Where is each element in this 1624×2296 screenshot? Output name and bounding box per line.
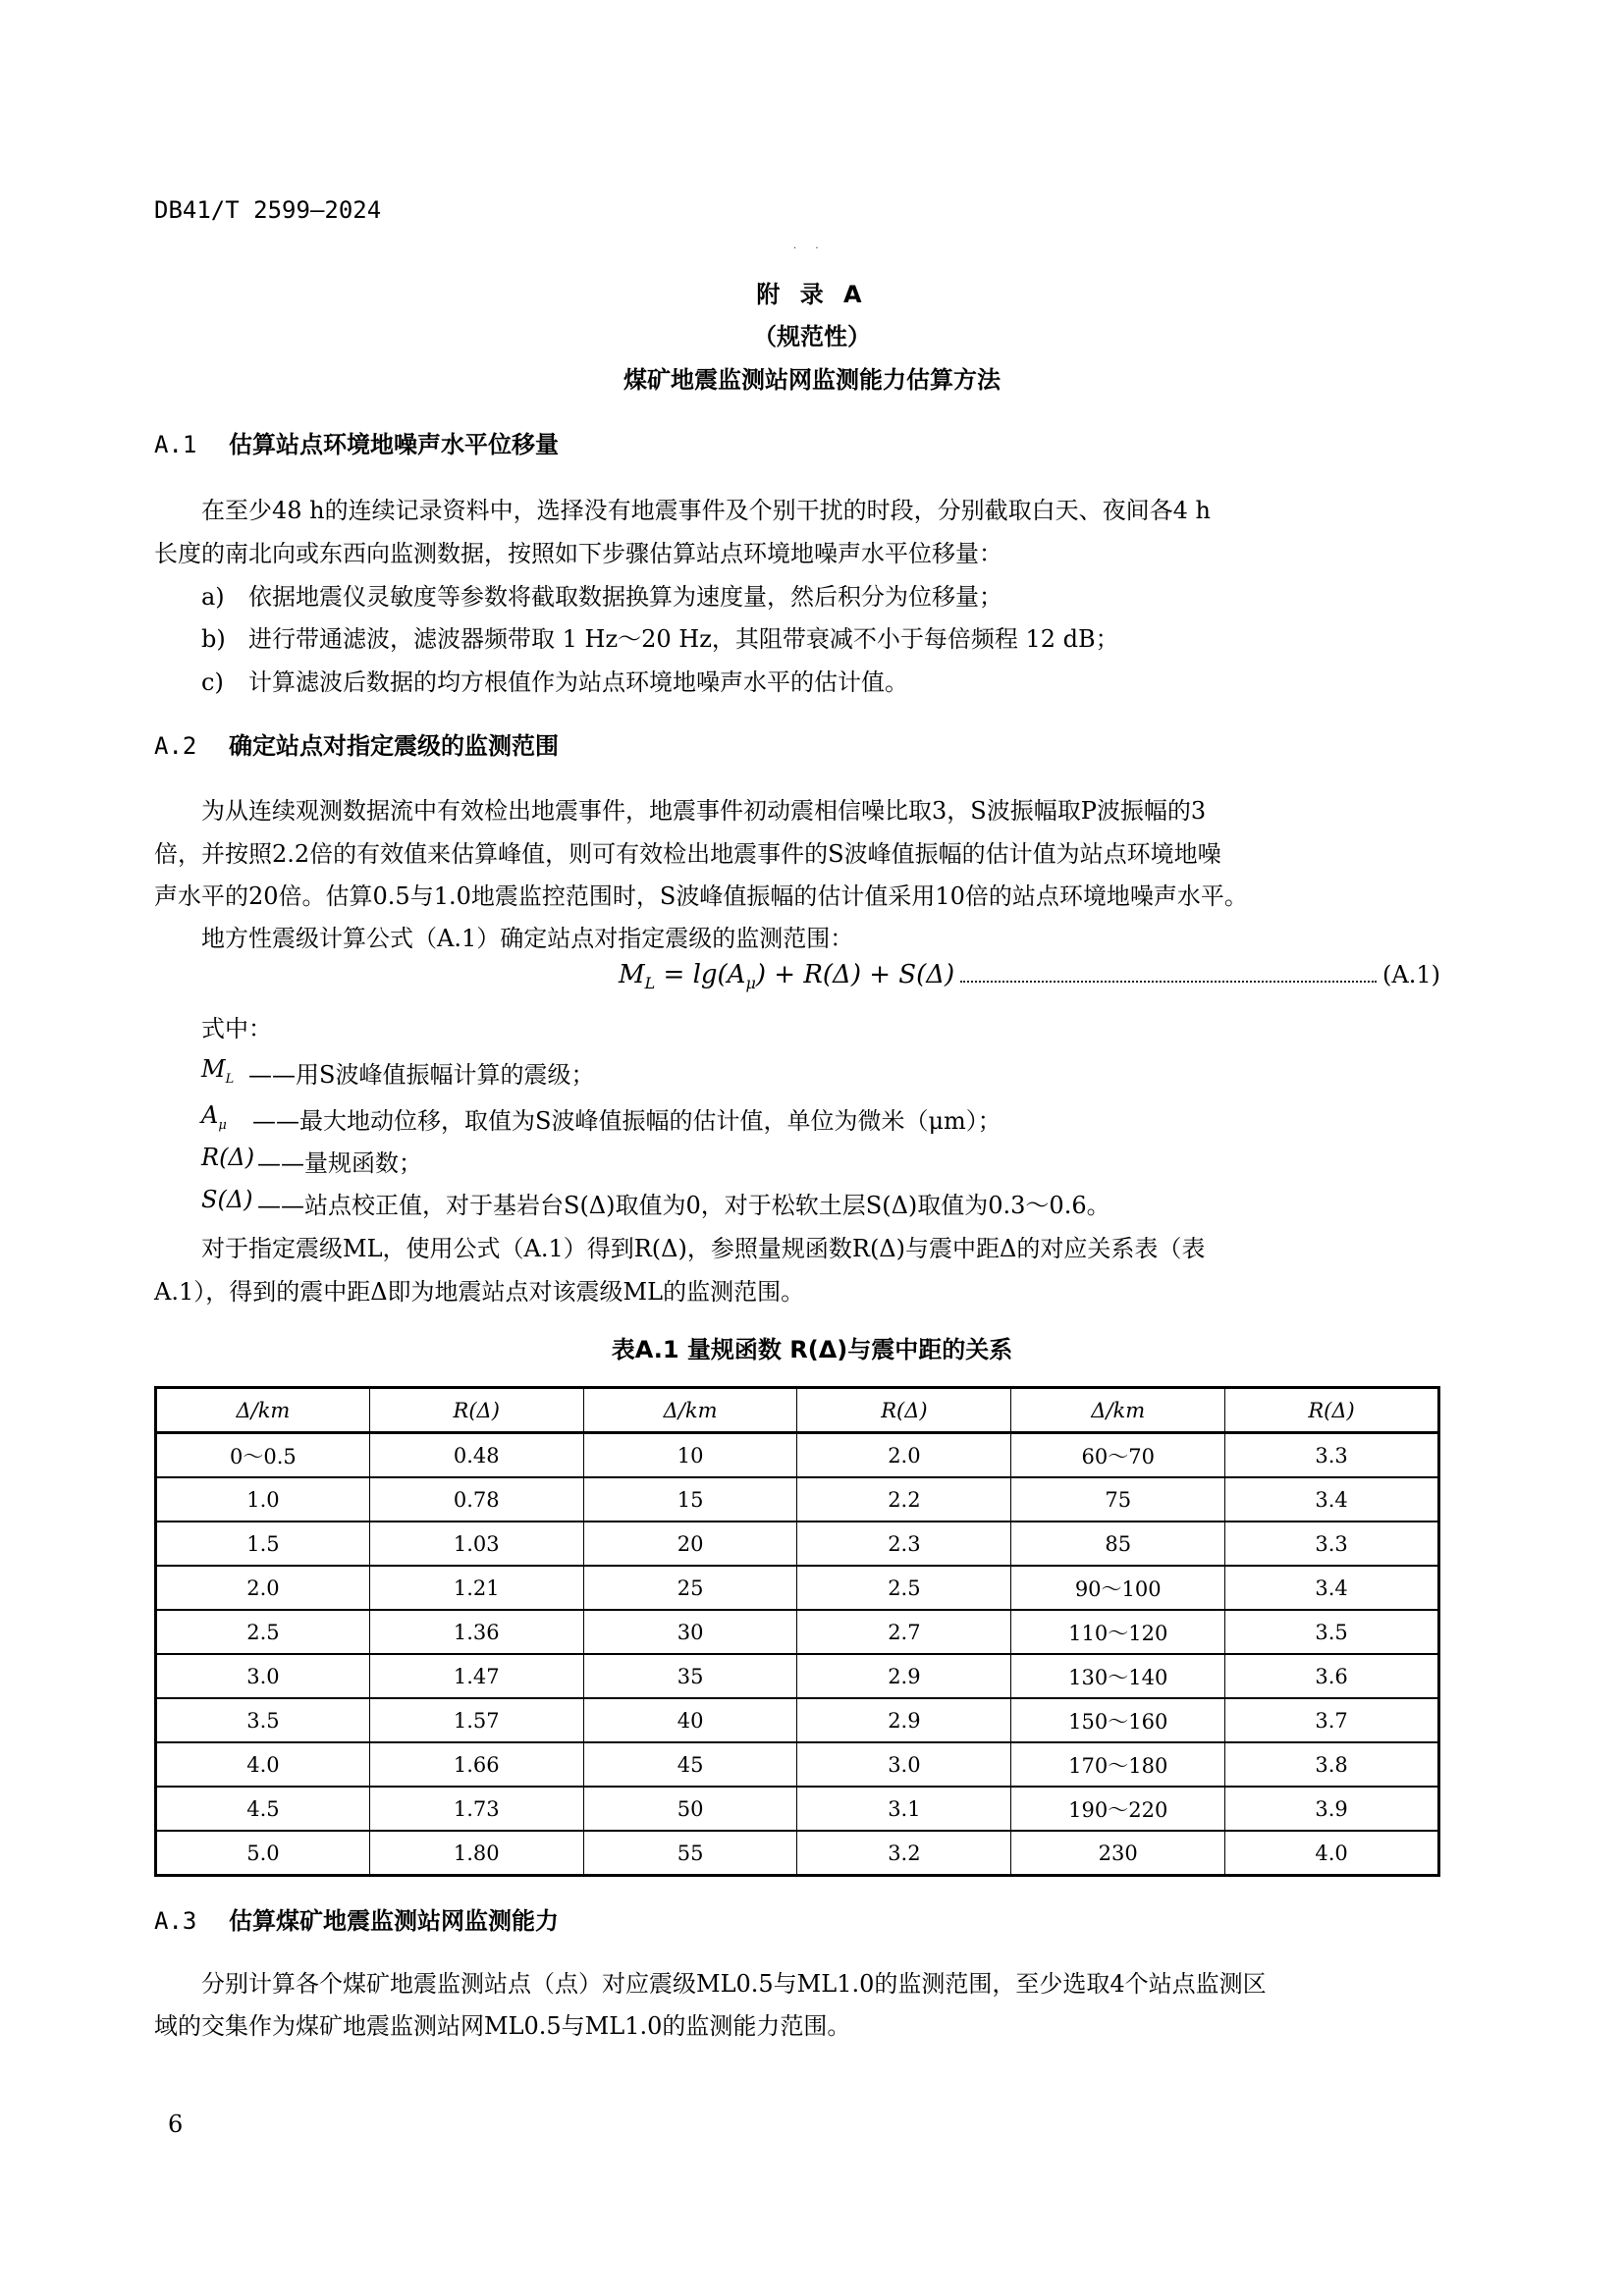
list-text: 进行带通滤波，滤波器频带取 1 Hz～20 Hz，其阻带衰减不小于每倍频程 12 dB； [248, 625, 1119, 653]
header-cell: Δ/km [156, 1388, 370, 1433]
table-cell: 45 [583, 1742, 797, 1787]
table-cell: 3.5 [1225, 1610, 1439, 1654]
list-marker: a) [201, 583, 225, 611]
table-body [156, 1433, 1439, 1876]
table-cell: 1.80 [369, 1831, 583, 1876]
table-cell: 3.6 [1225, 1654, 1439, 1698]
table-cell: 4.0 [156, 1742, 370, 1787]
list-item [201, 577, 1002, 612]
paragraph-line: 对于指定震级ML，使用公式（A.1）得到R(Δ)，参照量规函数R(Δ)与震中距Δ的对应关系表（表 [201, 1235, 1206, 1262]
table-cell: 1.36 [369, 1610, 583, 1654]
paragraph-line: A.1），得到的震中距Δ即为地震站点对该震级ML的监测范围。 [154, 1278, 805, 1306]
table-cell: 1.47 [369, 1654, 583, 1698]
table-row [156, 1787, 1439, 1831]
table-cell: 170～180 [1011, 1742, 1225, 1787]
section-title: 估算煤矿地震监测站网监测能力 [229, 1907, 559, 1935]
formula-intro: 地方性震级计算公式（A.1）确定站点对指定震级的监测范围： [201, 925, 854, 952]
decorative-dots: · · [793, 243, 827, 254]
table-cell: 0.78 [369, 1477, 583, 1522]
appendix-type: （规范性） [753, 323, 871, 350]
table-row [156, 1566, 1439, 1610]
table-cell: 2.9 [797, 1698, 1011, 1742]
symbol-amu: $A_\mu$ [201, 1101, 227, 1133]
table-cell: 3.0 [797, 1742, 1011, 1787]
table-cell: 0.48 [369, 1433, 583, 1478]
list-marker: b) [201, 625, 226, 653]
formula-a1 [619, 960, 1440, 992]
table-cell: 3.1 [797, 1787, 1011, 1831]
table-cell: 230 [1011, 1831, 1225, 1876]
table-cell: 3.2 [797, 1831, 1011, 1876]
section-number: A.1 [154, 431, 197, 458]
table-row [156, 1831, 1439, 1876]
table-cell: 2.0 [797, 1433, 1011, 1478]
paragraph-line: 分别计算各个煤矿地震监测站点（点）对应震级ML0.5与ML1.0的监测范围，至少选取4个站点监测区 [201, 1970, 1267, 1998]
document-code: DB41/T 2599—2024 [154, 196, 382, 224]
header-cell: R(Δ) [797, 1388, 1011, 1433]
table-cell: 3.4 [1225, 1566, 1439, 1610]
paragraph-line: 域的交集作为煤矿地震监测站网ML0.5与ML1.0的监测能力范围。 [154, 2012, 851, 2040]
table-cell: 2.7 [797, 1610, 1011, 1654]
table-cell: 1.66 [369, 1742, 583, 1787]
header-cell: R(Δ) [1225, 1388, 1439, 1433]
section-number: A.3 [154, 1907, 197, 1935]
paragraph-line: 长度的南北向或东西向监测数据，按照如下步骤估算站点环境地噪声水平位移量： [154, 540, 1002, 567]
page-number: 6 [168, 2110, 184, 2138]
header-cell: R(Δ) [369, 1388, 583, 1433]
table-cell: 85 [1011, 1522, 1225, 1566]
list-item [201, 663, 908, 697]
table-row [156, 1433, 1439, 1478]
section-heading-a1 [154, 425, 559, 459]
table-cell: 3.9 [1225, 1787, 1439, 1831]
table-cell: 1.0 [156, 1477, 370, 1522]
table-cell: 10 [583, 1433, 797, 1478]
symbol-desc: ——站点校正值，对于基岩台S(Δ)取值为0，对于松软土层S(Δ)取值为0.3～0.6。 [257, 1192, 1110, 1219]
table-cell: 2.5 [797, 1566, 1011, 1610]
table-row [156, 1698, 1439, 1742]
formula-expression: $M_L = \lg(A_\mu) + R(\Delta) + S(\Delta)$ [619, 960, 955, 993]
symbol-desc: ——用S波峰值振幅计算的震级； [248, 1061, 595, 1089]
table-cell: 90～100 [1011, 1566, 1225, 1610]
table-cell: 2.0 [156, 1566, 370, 1610]
table-row [156, 1654, 1439, 1698]
table-cell: 50 [583, 1787, 797, 1831]
table-row [156, 1522, 1439, 1566]
table-cell: 5.0 [156, 1831, 370, 1876]
table-cell: 60～70 [1011, 1433, 1225, 1478]
table-cell: 2.9 [797, 1654, 1011, 1698]
table-cell: 3.3 [1225, 1522, 1439, 1566]
table-cell: 150～160 [1011, 1698, 1225, 1742]
table-cell: 35 [583, 1654, 797, 1698]
appendix-name: 煤矿地震监测站网监测能力估算方法 [623, 366, 1001, 394]
dot-leader [960, 981, 1377, 983]
table-cell: 110～120 [1011, 1610, 1225, 1654]
table-cell: 1.21 [369, 1566, 583, 1610]
table-cell: 0～0.5 [156, 1433, 370, 1478]
table-row [156, 1742, 1439, 1787]
table-row [156, 1610, 1439, 1654]
list-marker: c) [201, 668, 224, 696]
table-cell: 1.5 [156, 1522, 370, 1566]
table-cell: 190～220 [1011, 1787, 1225, 1831]
symbol-desc: ——最大地动位移，取值为S波峰值振幅的估计值，单位为微米（μm）； [252, 1107, 1001, 1135]
table-caption: 表A.1 量规函数 R(Δ)与震中距的关系 [611, 1336, 1013, 1363]
table-cell: 4.0 [1225, 1831, 1439, 1876]
section-heading-a3 [154, 1901, 559, 1936]
symbol-desc: ——量规函数； [257, 1149, 422, 1177]
table-cell: 1.03 [369, 1522, 583, 1566]
paragraph-line: 为从连续观测数据流中有效检出地震事件，地震事件初动震相信噪比取3，S波振幅取P波振幅的3 [201, 797, 1207, 825]
table-cell: 15 [583, 1477, 797, 1522]
table-cell: 3.7 [1225, 1698, 1439, 1742]
paragraph-line: 在至少48 h的连续记录资料中，选择没有地震事件及个别干扰的时段，分别截取白天、夜间各4 h [201, 497, 1211, 524]
paragraph-line: 声水平的20倍。估算0.5与1.0地震监控范围时，S波峰值振幅的估计值采用10倍的站点环境地噪声水平。 [154, 882, 1248, 910]
where-label: 式中： [201, 1015, 272, 1042]
table-cell: 75 [1011, 1477, 1225, 1522]
table-cell: 2.3 [797, 1522, 1011, 1566]
appendix-title: 附 录 A [756, 281, 868, 308]
table-cell: 55 [583, 1831, 797, 1876]
list-text: 依据地震仪灵敏度等参数将截取数据换算为速度量，然后积分为位移量； [248, 583, 1002, 611]
table-cell: 130～140 [1011, 1654, 1225, 1698]
r-delta-table [154, 1386, 1440, 1877]
table-cell: 25 [583, 1566, 797, 1610]
table-cell: 1.57 [369, 1698, 583, 1742]
formula-number: (A.1) [1382, 961, 1440, 988]
table-cell: 40 [583, 1698, 797, 1742]
list-item [201, 619, 1119, 654]
symbol-r: R(Δ) [201, 1144, 255, 1171]
table-row [156, 1477, 1439, 1522]
table-cell: 20 [583, 1522, 797, 1566]
section-title: 估算站点环境地噪声水平位移量 [229, 431, 559, 458]
header-cell: Δ/km [583, 1388, 797, 1433]
section-heading-a2 [154, 726, 559, 761]
table-cell: 4.5 [156, 1787, 370, 1831]
table-header-row [156, 1388, 1439, 1433]
section-number: A.2 [154, 732, 197, 760]
section-title: 确定站点对指定震级的监测范围 [229, 732, 559, 760]
table-cell: 1.73 [369, 1787, 583, 1831]
paragraph-line: 倍，并按照2.2倍的有效值来估算峰值，则可有效检出地震事件的S波峰值振幅的估计值为站点环境地噪 [154, 840, 1221, 868]
table-cell: 3.8 [1225, 1742, 1439, 1787]
list-text: 计算滤波后数据的均方根值作为站点环境地噪声水平的估计值。 [248, 668, 908, 696]
table-cell: 3.3 [1225, 1433, 1439, 1478]
symbol-ml: $M_L$ [201, 1055, 235, 1087]
header-cell: Δ/km [1011, 1388, 1225, 1433]
table-cell: 2.5 [156, 1610, 370, 1654]
table-cell: 2.2 [797, 1477, 1011, 1522]
table-cell: 3.5 [156, 1698, 370, 1742]
table-cell: 3.4 [1225, 1477, 1439, 1522]
table-cell: 3.0 [156, 1654, 370, 1698]
table-cell: 30 [583, 1610, 797, 1654]
symbol-s: S(Δ) [201, 1186, 253, 1213]
